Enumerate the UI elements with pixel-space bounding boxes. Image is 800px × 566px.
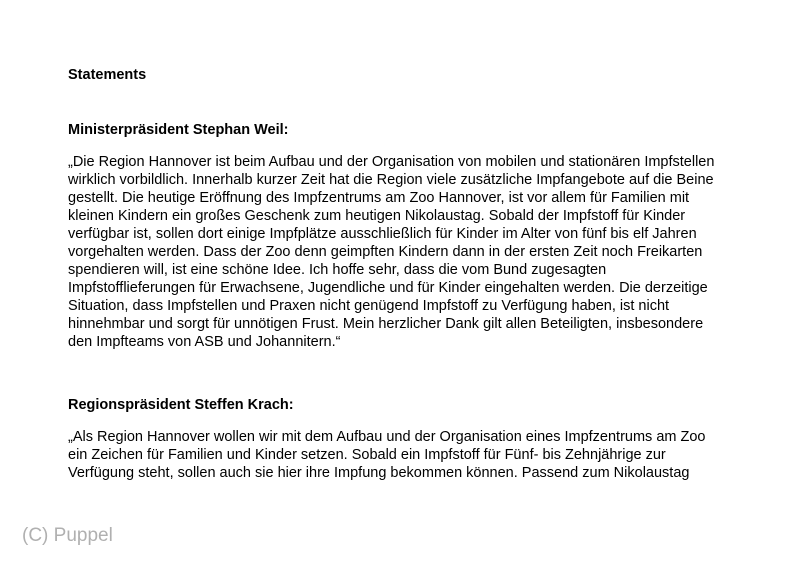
speaker-heading-weil: Ministerpräsident Stephan Weil: [68,122,289,138]
statement-section-krach [68,396,768,482]
document-title: Statements [68,67,147,83]
speaker-heading-krach: Regionspräsident Steffen Krach: [68,397,294,413]
quote-text-weil: „Die Region Hannover ist beim Aufbau und der Organisation von mobilen und stationären Impfstellen wirklich vorbildlich. Innerhalb kurzer Zeit hat die Region viele zusätzliche Impfangebote auf die Beine gestellt. Die heutige Eröffnung des Impfzentrums am Zoo Hannover, ist vor allem für Familien mit kleinen Kindern ein großes Geschenk zum heutigen Nikolaustag. Sobald der Impfstoff für Kinder verfügbar ist, sollen dort einige Impfplätze ausschließlich für Kinder im Alter von fünf bis elf Jahren vorgehalten werden. Dass der Zoo denn geimpften Kindern dann in der ersten Zeit noch Freikarten spendieren will, ist eine schöne Idee. Ich hoffe sehr, dass die vom Bund zugesagten Impfstofflieferungen für Erwachsene, Jugendliche und für Kinder eingehalten werden. Die derzeitige Situation, dass Impfstellen und Praxen nicht genügend Impfstoff zu Verfügung haben, ist nicht hinnehmbar und sorgt für unnötigen Frust. Mein herzlicher Dank gilt allen Beteiligten, insbesondere den Impfteams von ASB und Johannitern.“ [68,154,715,350]
copyright-watermark: (C) Puppel [22,525,113,546]
document-page [68,66,768,482]
statement-section-weil [68,121,768,351]
quote-text-krach: „Als Region Hannover wollen wir mit dem Aufbau und der Organisation eines Impfzentrums am Zoo ein Zeichen für Familien und Kinder setzen. Sobald ein Impfstoff für Fünf- bis Zehnjährige zur Verfügung steht, sollen auch sie hier ihre Impfung bekommen können. Passend zum Nikolaustag [68,429,706,481]
